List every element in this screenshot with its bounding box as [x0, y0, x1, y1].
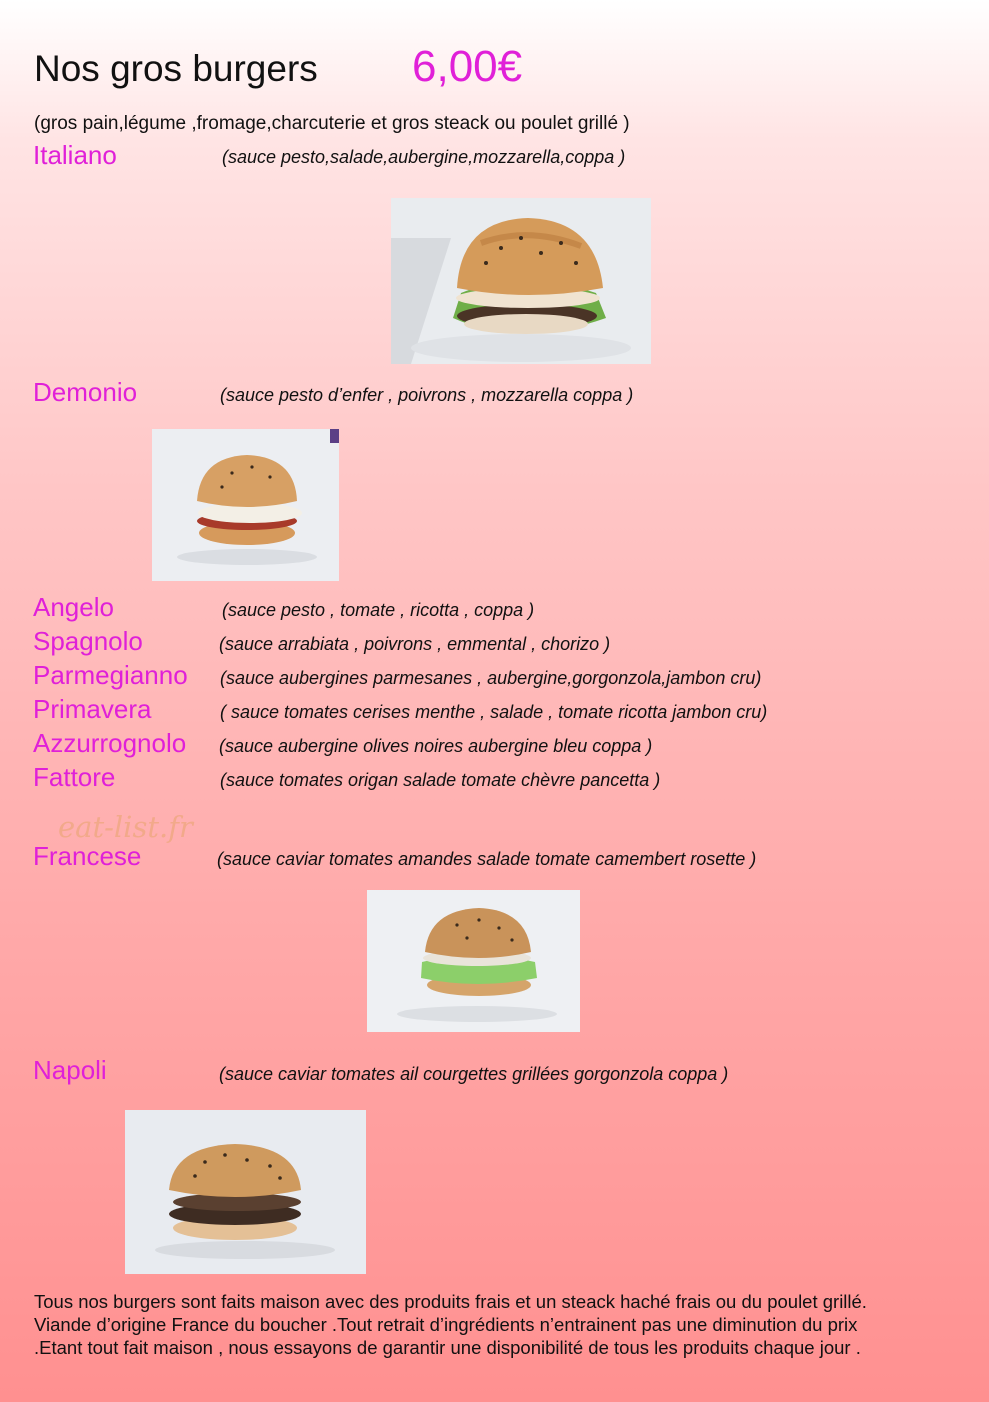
footer-line-2: Viande d’origine France du boucher .Tout retrait d’ingrédients n’entrainent pas une diminution du prix: [34, 1314, 858, 1335]
burger-name-francese: Francese: [33, 841, 142, 871]
burger-desc-italiano: (sauce pesto,salade,aubergine,mozzarella,coppa ): [222, 147, 626, 167]
photo-demonio: [152, 429, 339, 581]
burger-desc-angelo: (sauce pesto , tomate , ricotta , coppa ): [222, 600, 535, 620]
subtitle: (gros pain,légume ,fromage,charcuterie et gros steack ou poulet grillé ): [34, 113, 630, 134]
burger-name-angelo: Angelo: [33, 592, 114, 622]
burger-name-parmegianno: Parmegianno: [33, 660, 188, 690]
burger-desc-primavera: ( sauce tomates cerises menthe , salade , tomate ricotta jambon cru): [220, 702, 768, 722]
burger-name-italiano: Italiano: [33, 140, 117, 170]
photo-napoli: [125, 1110, 366, 1274]
price: 6,00€: [412, 42, 523, 91]
burger-name-demonio: Demonio: [33, 377, 138, 407]
burger-name-spagnolo: Spagnolo: [33, 626, 143, 656]
burger-desc-azzurrognolo: (sauce aubergine olives noires aubergine bleu coppa ): [219, 736, 653, 756]
footer-note: [34, 1290, 964, 1359]
photo-italiano: [391, 198, 651, 364]
page-title: Nos gros burgers: [34, 48, 318, 89]
watermark: eat-list.fr: [58, 810, 193, 844]
burger-name-primavera: Primavera: [33, 694, 152, 724]
burger-name-fattore: Fattore: [33, 762, 116, 792]
burger-desc-spagnolo: (sauce arrabiata , poivrons , emmental , chorizo ): [219, 634, 611, 654]
burger-desc-fattore: (sauce tomates origan salade tomate chèvre pancetta ): [220, 770, 661, 790]
footer-line-1: Tous nos burgers sont faits maison avec des produits frais et un steack haché frais ou du poulet grillé.: [34, 1291, 867, 1312]
footer-line-3: .Etant tout fait maison , nous essayons de garantir une disponibilité de tous les produits chaque jour .: [34, 1337, 861, 1358]
burger-desc-demonio: (sauce pesto d’enfer , poivrons , mozzarella coppa ): [220, 385, 634, 405]
burger-desc-parmegianno: (sauce aubergines parmesanes , aubergine,gorgonzola,jambon cru): [220, 668, 762, 688]
burger-desc-napoli: (sauce caviar tomates ail courgettes grillées gorgonzola coppa ): [219, 1064, 729, 1084]
burger-name-napoli: Napoli: [33, 1055, 107, 1085]
burger-desc-francese: (sauce caviar tomates amandes salade tomate camembert rosette ): [217, 849, 757, 869]
photo-francese: [367, 890, 580, 1032]
burger-name-azzurrognolo: Azzurrognolo: [33, 728, 187, 758]
